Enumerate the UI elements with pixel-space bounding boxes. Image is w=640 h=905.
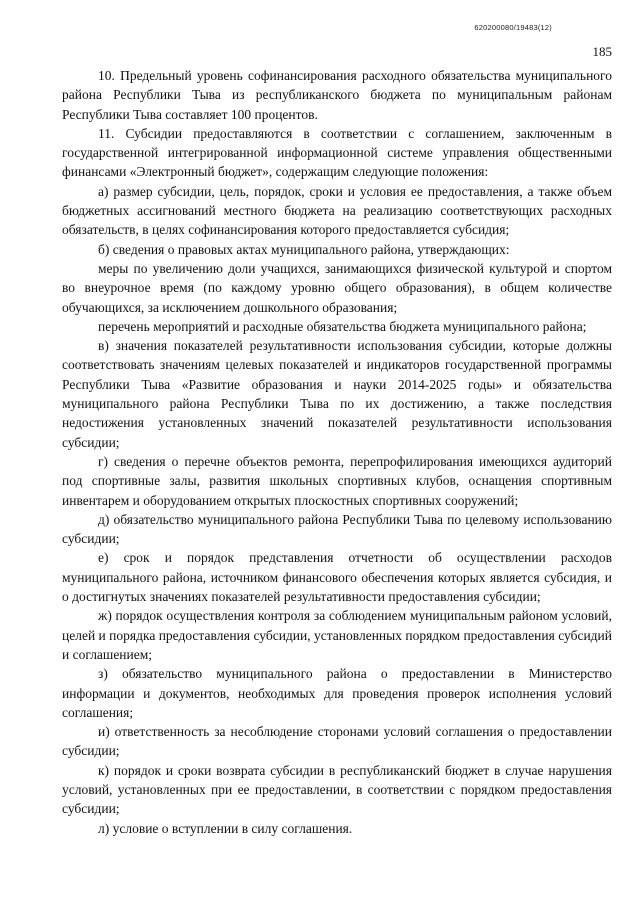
paragraph-11: 11. Субсидии предоставляются в соответствии с соглашением, заключенным в государственной интегрированной информационной системе управления общественными финансами «Электронный бюджет», содержащим следующие положения: <box>62 125 612 180</box>
list-item-l: л) условие о вступлении в силу соглашения. <box>98 820 353 836</box>
list-item-g: г) сведения о перечне объектов ремонта, перепрофилирования имеющихся аудиторий под спортивные залы, развития школьных спортивных клубов, оснащения спортивным инвентарем и оборудованием открытых плоскостных спортивных сооружений; <box>62 453 612 508</box>
sub-item-activities: перечень мероприятий и расходные обязательства бюджета муниципального района; <box>98 318 587 334</box>
document-body <box>62 66 612 838</box>
paragraph-10: 10. Предельный уровень софинансирования расходного обязательства муниципального района Республики Тыва из республиканского бюджета по муниципальным районам Республики Тыва составляет 100 процентов. <box>62 68 612 122</box>
page-number: 185 <box>592 44 612 59</box>
sub-item-measures: меры по увеличению доли учащихся, занимающихся физической культурой и спортом во внеурочное время (по каждому уровню общего образования), в общем количестве обучающихся, за исключением дошкольного образования; <box>62 260 612 315</box>
list-item-zh: ж) порядок осуществления контроля за соблюдением муниципальным районом условий, целей и порядка предоставления субсидии, установленных порядком предоставления субсидий и соглашением; <box>62 608 612 662</box>
list-item-v: в) значения показателей результативности использования субсидии, которые должны соответствовать значениям целевых показателей и индикаторов государственной программы Республики Тыва «Развитие образования и науки 2014-2025 годы» и обязательства муниципального района Республики Тыва по их достижению, а также последствия недостижения установленных значений показателей результативности использования субсидии; <box>62 338 612 450</box>
document-id: 620200080/19483(12) <box>474 23 552 32</box>
list-item-b: б) сведения о правовых актах муниципального района, утверждающих: <box>98 241 510 257</box>
list-item-e: е) срок и порядок представления отчетности об осуществлении расходов муниципального района, источником финансового обеспечения которых является субсидия, и о достигнутых значениях показателей результативности предоставления субсидии; <box>62 550 612 605</box>
list-item-a: а) размер субсидии, цель, порядок, сроки и условия ее предоставления, а также объем бюджетных ассигнований местного бюджета на реализацию соответствующих расходных обязательств, в целях софинансирования которого предоставляется субсидия; <box>62 183 612 238</box>
list-item-z: з) обязательство муниципального района о предоставлении в Министерство информации и документов, необходимых для проведения проверок исполнения условий соглашения; <box>62 666 612 720</box>
list-item-k: к) порядок и сроки возврата субсидии в республиканский бюджет в случае нарушения условий, установленных при ее предоставлении, в соответствии с порядком предоставления субсидии; <box>62 762 612 817</box>
list-item-d: д) обязательство муниципального района Республики Тыва по целевому использованию субсидии; <box>62 511 612 547</box>
list-item-i: и) ответственность за несоблюдение сторонами условий соглашения о предоставлении субсидии; <box>62 724 612 759</box>
